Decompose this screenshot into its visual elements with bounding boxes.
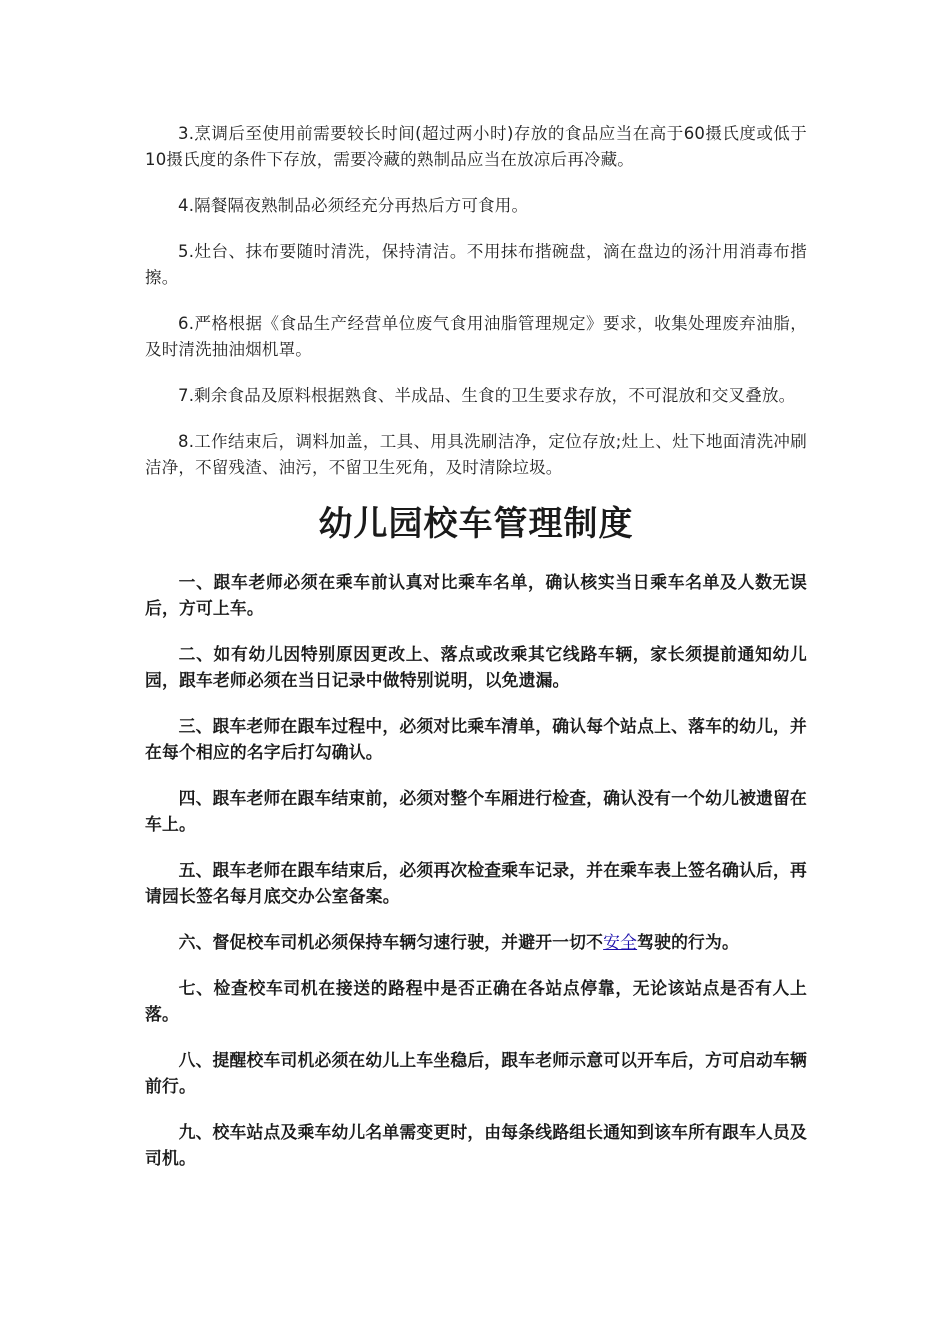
document-page <box>145 121 807 1191</box>
rule-1: 一、跟车老师必须在乘车前认真对比乘车名单，确认核实当日乘车名单及人数无误后，方可上车。 <box>145 572 807 618</box>
paragraph-8: 8.工作结束后，调料加盖，工具、用具洗刷洁净，定位存放;灶上、灶下地面清洗冲刷洁净，不留残渣、油污，不留卫生死角，及时清除垃圾。 <box>145 432 807 477</box>
rule-6-text-before: 六、督促校车司机必须保持车辆匀速行驶，并避开一切不 <box>178 932 604 952</box>
rule-2: 二、如有幼儿因特别原因更改上、落点或改乘其它线路车辆，家长须提前通知幼儿园，跟车老师必须在当日记录中做特别说明，以免遗漏。 <box>145 644 807 690</box>
kitchen-hygiene-section <box>145 121 807 481</box>
rule-3: 三、跟车老师在跟车过程中，必须对比乘车清单，确认每个站点上、落车的幼儿，并在每个相应的名字后打勾确认。 <box>145 716 807 762</box>
rule-6 <box>145 929 807 955</box>
school-bus-section <box>145 501 807 1171</box>
paragraph-6: 6.严格根据《食品生产经营单位废气食用油脂管理规定》要求，收集处理废弃油脂，及时清洗抽油烟机罩。 <box>145 314 807 359</box>
paragraph-4: 4.隔餐隔夜熟制品必须经充分再热后方可食用。 <box>178 196 529 215</box>
section-title: 幼儿园校车管理制度 <box>318 504 634 544</box>
rule-8: 八、提醒校车司机必须在幼儿上车坐稳后，跟车老师示意可以开车后，方可启动车辆前行。 <box>145 1050 807 1096</box>
rule-9: 九、校车站点及乘车幼儿名单需变更时，由每条线路组长通知到该车所有跟车人员及司机。 <box>145 1122 807 1168</box>
safety-link[interactable]: 安全 <box>603 932 638 952</box>
paragraph-3: 3.烹调后至使用前需要较长时间(超过两小时)存放的食品应当在高于60摄氏度或低于10摄氏度的条件下存放，需要冷藏的熟制品应当在放凉后再冷藏。 <box>145 124 807 169</box>
paragraph-7: 7.剩余食品及原料根据熟食、半成品、生食的卫生要求存放，不可混放和交叉叠放。 <box>178 386 796 405</box>
rule-6-text-after: 驾驶的行为。 <box>637 932 739 952</box>
rule-7: 七、检查校车司机在接送的路程中是否正确在各站点停靠，无论该站点是否有人上落。 <box>145 978 807 1024</box>
paragraph-5: 5.灶台、抹布要随时清洗，保持清洁。不用抹布揩碗盘，滴在盘边的汤汁用消毒布揩擦。 <box>145 242 807 287</box>
rule-4: 四、跟车老师在跟车结束前，必须对整个车厢进行检查，确认没有一个幼儿被遗留在车上。 <box>145 788 807 834</box>
rule-5: 五、跟车老师在跟车结束后，必须再次检查乘车记录，并在乘车表上签名确认后，再请园长签名每月底交办公室备案。 <box>145 860 807 906</box>
